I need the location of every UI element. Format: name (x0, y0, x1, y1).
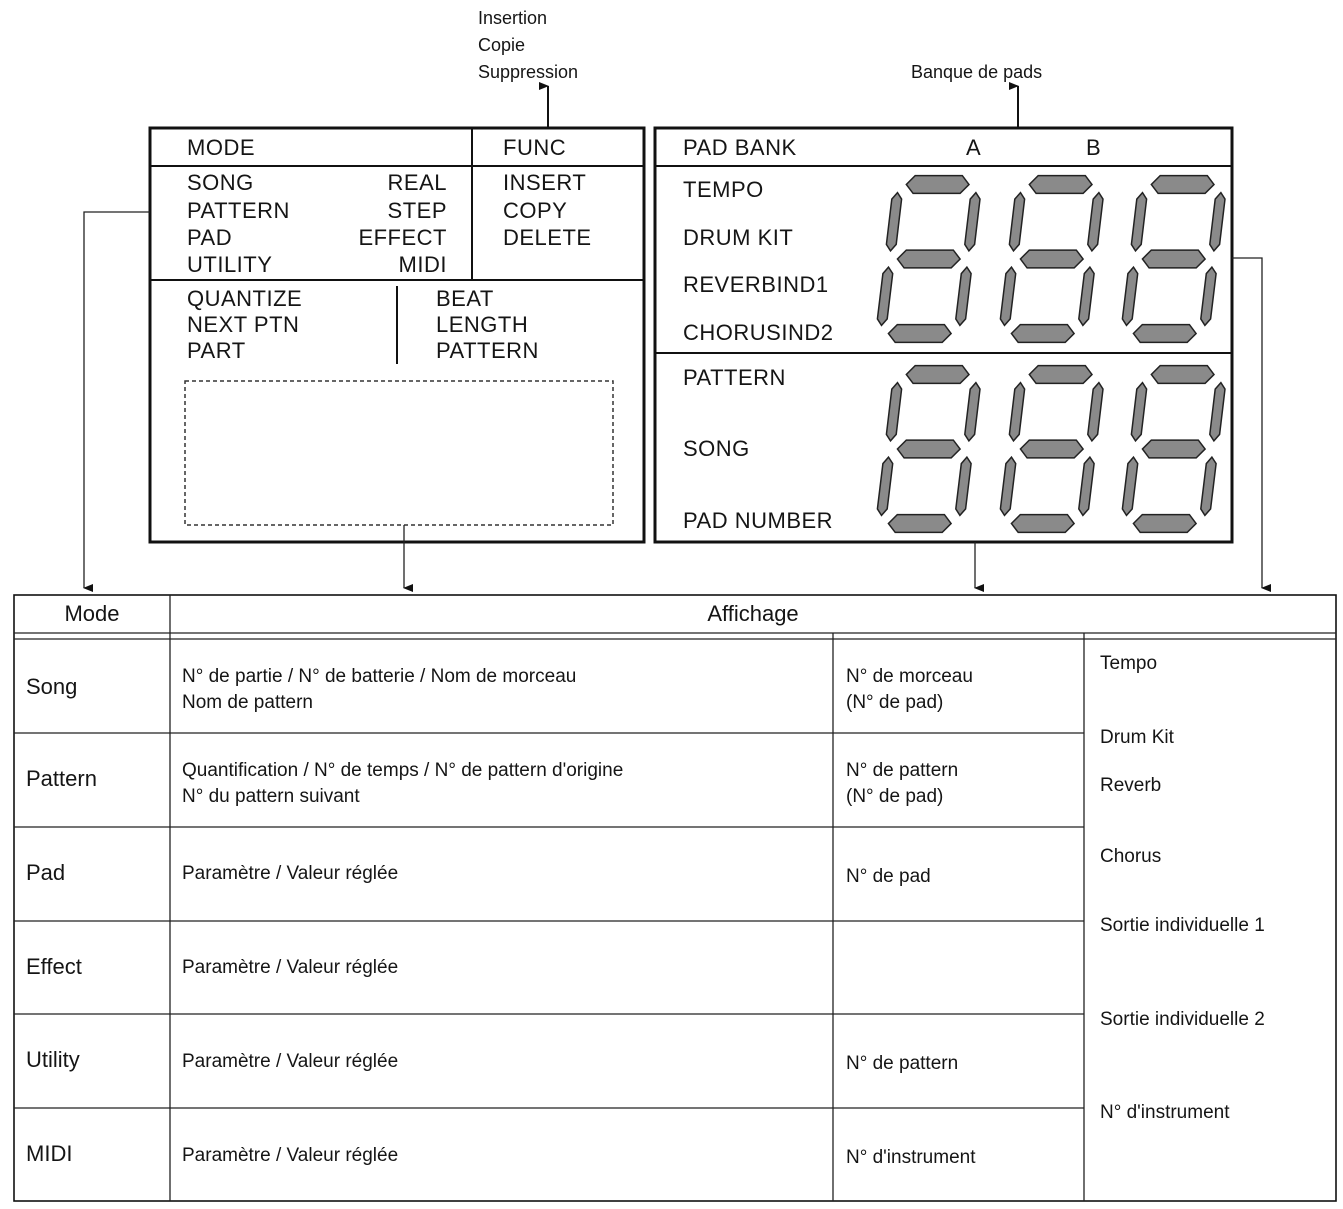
segment-c (1079, 267, 1094, 325)
segment-a (1151, 176, 1214, 194)
pad-bank-b: B (1086, 135, 1102, 160)
row-number-line: N° d'instrument (846, 1147, 976, 1168)
segment-f (1009, 193, 1024, 251)
func-copy: COPY (503, 198, 568, 223)
segment-e (877, 457, 892, 515)
segment-d (1133, 515, 1196, 533)
segment-g (1020, 440, 1083, 458)
param-next-ptn: NEXT PTN (187, 312, 300, 337)
segment-g (897, 440, 960, 458)
param-pattern: PATTERN (436, 338, 539, 363)
seven-segment-display-upper (877, 176, 1225, 343)
row-display-line: Paramètre / Valeur réglée (182, 1051, 399, 1072)
col-header-affichage: Affichage (707, 601, 799, 626)
right-col-instrument: N° d'instrument (1100, 1102, 1230, 1123)
segment-e (1000, 457, 1015, 515)
segment-a (1151, 366, 1214, 384)
label-pad-number: PAD NUMBER (683, 508, 834, 533)
param-part: PART (187, 338, 246, 363)
segment-d (888, 515, 951, 533)
row-mode-effect: Effect (26, 954, 82, 979)
segment-d (888, 325, 951, 343)
func-insert: INSERT (503, 170, 587, 195)
segment-a (1029, 176, 1092, 194)
mode-effect: EFFECT (358, 225, 447, 250)
func-header: FUNC (503, 135, 567, 160)
segment-c (1079, 457, 1094, 515)
segment-f (1131, 383, 1146, 441)
row-display-line: Paramètre / Valeur réglée (182, 1145, 399, 1166)
row-mode-pattern: Pattern (26, 766, 97, 791)
row-display-line: N° du pattern suivant (182, 786, 360, 807)
mode-header: MODE (187, 135, 255, 160)
right-col-tempo: Tempo (1100, 653, 1158, 674)
param-length: LENGTH (436, 312, 529, 337)
right-col-sortie-1: Sortie individuelle 1 (1100, 915, 1265, 936)
segment-b (1210, 193, 1225, 251)
annotation-copie: Copie (478, 35, 526, 55)
segment-d (1011, 515, 1074, 533)
segment-b (1088, 383, 1103, 441)
annotation-banque-de-pads: Banque de pads (911, 62, 1043, 82)
mode-midi: MIDI (398, 252, 447, 277)
segment-b (965, 193, 980, 251)
segment-c (956, 457, 971, 515)
segment-b (965, 383, 980, 441)
segment-f (886, 383, 901, 441)
mode-song: SONG (187, 170, 254, 195)
mode-utility: UTILITY (187, 252, 273, 277)
segment-e (1000, 267, 1015, 325)
label-drum-kit: DRUM KIT (683, 225, 794, 250)
right-col-reverb: Reverb (1100, 775, 1162, 796)
segment-g (1142, 250, 1205, 268)
right-col-sortie-2: Sortie individuelle 2 (1100, 1009, 1265, 1030)
label-reverbind1: REVERBIND1 (683, 272, 829, 297)
segment-c (1201, 457, 1216, 515)
row-number-line: N° de pattern (846, 760, 959, 781)
left-lcd-panel (150, 128, 644, 542)
row-number-line: (N° de pad) (846, 692, 944, 713)
label-chorusind2: CHORUSIND2 (683, 320, 834, 345)
row-display-line: Paramètre / Valeur réglée (182, 957, 399, 978)
row-number-line: N° de pad (846, 866, 931, 887)
segment-a (906, 176, 969, 194)
row-display-line: Nom de pattern (182, 692, 313, 713)
segment-g (1142, 440, 1205, 458)
mode-pattern: PATTERN (187, 198, 290, 223)
segment-e (1122, 457, 1137, 515)
annotation-suppression: Suppression (478, 62, 579, 82)
func-delete: DELETE (503, 225, 592, 250)
segment-c (956, 267, 971, 325)
right-lcd-panel (655, 128, 1232, 542)
param-quantize: QUANTIZE (187, 286, 303, 311)
pad-bank-label: PAD BANK (683, 135, 797, 160)
segment-f (1009, 383, 1024, 441)
row-display-line: Paramètre / Valeur réglée (182, 863, 399, 884)
segment-g (897, 250, 960, 268)
annotation-insertion: Insertion (478, 8, 548, 28)
segment-b (1210, 383, 1225, 441)
row-mode-utility: Utility (26, 1047, 80, 1072)
dot-matrix-area (185, 381, 613, 525)
mode-step: STEP (387, 198, 447, 223)
row-number-line: N° de pattern (846, 1053, 959, 1074)
row-number-line: (N° de pad) (846, 786, 944, 807)
row-mode-pad: Pad (26, 860, 66, 885)
segment-a (906, 366, 969, 384)
segment-d (1011, 325, 1074, 343)
row-number-line: N° de morceau (846, 666, 973, 687)
row-mode-midi: MIDI (26, 1141, 73, 1166)
segment-e (1122, 267, 1137, 325)
col-header-mode: Mode (64, 601, 120, 626)
segment-c (1201, 267, 1216, 325)
segment-f (886, 193, 901, 251)
right-col-chorus: Chorus (1100, 846, 1162, 867)
segment-d (1133, 325, 1196, 343)
pad-bank-a: A (966, 135, 982, 160)
right-col-drum-kit: Drum Kit (1100, 727, 1174, 748)
mode-display-table (14, 595, 1336, 1201)
segment-e (877, 267, 892, 325)
arrow-to-mode-column (84, 212, 150, 588)
mode-pad: PAD (187, 225, 233, 250)
segment-g (1020, 250, 1083, 268)
param-beat: BEAT (436, 286, 494, 311)
label-tempo: TEMPO (683, 177, 764, 202)
label-song: SONG (683, 436, 750, 461)
seven-segment-display-lower (877, 366, 1225, 533)
row-display-line: Quantification / N° de temps / N° de pattern d'origine (182, 760, 624, 781)
arrow-to-right-column (1232, 258, 1262, 588)
mode-real: REAL (387, 170, 447, 195)
segment-f (1131, 193, 1146, 251)
label-pattern: PATTERN (683, 365, 786, 390)
row-display-line: N° de partie / N° de batterie / Nom de morceau (182, 666, 577, 687)
segment-b (1088, 193, 1103, 251)
segment-a (1029, 366, 1092, 384)
row-mode-song: Song (26, 674, 78, 699)
